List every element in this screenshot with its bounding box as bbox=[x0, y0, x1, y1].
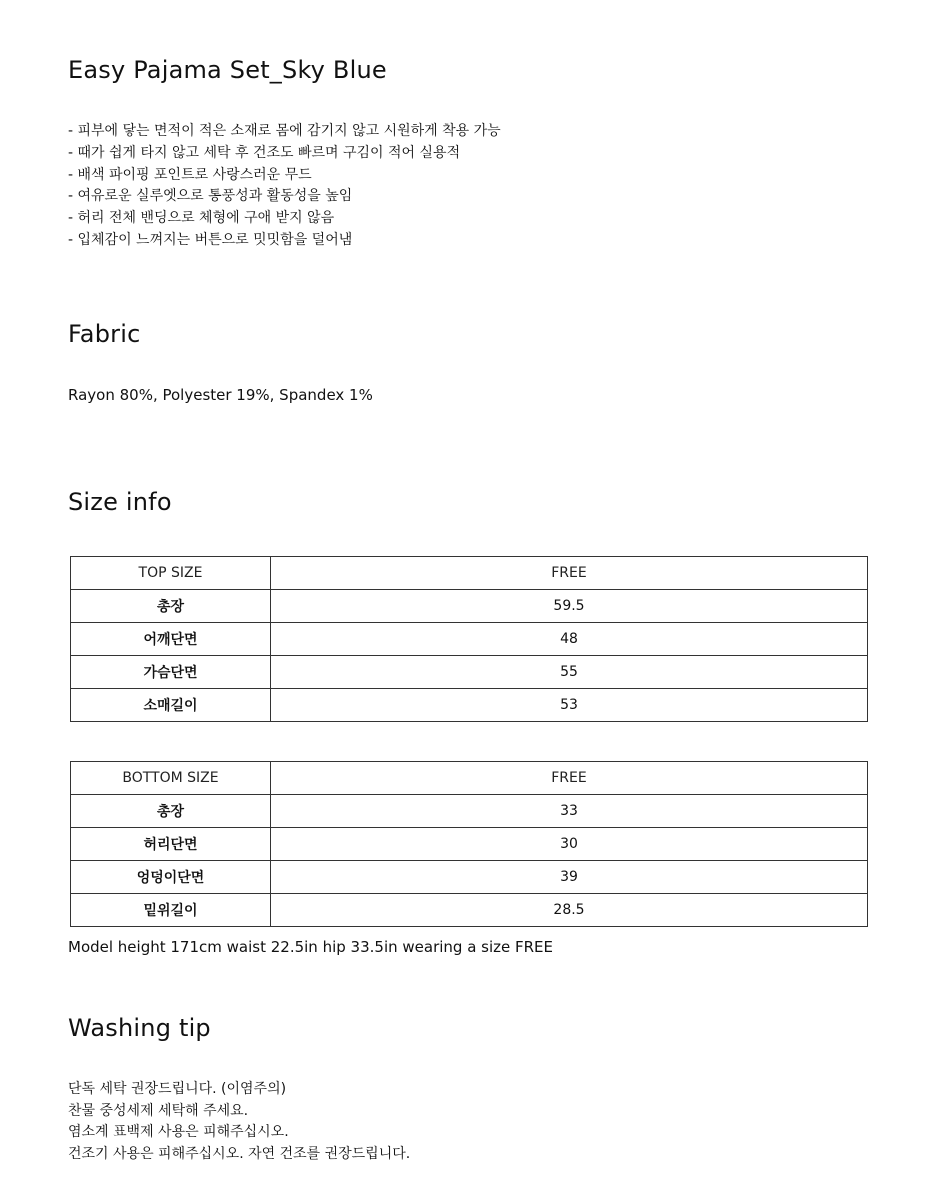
feature-list bbox=[68, 121, 501, 252]
product-title: Easy Pajama Set_Sky Blue bbox=[68, 56, 387, 84]
measure-value: 28.5 bbox=[271, 894, 868, 927]
measure-label: 허리단면 bbox=[71, 828, 271, 861]
measure-value: 59.5 bbox=[271, 590, 868, 623]
measure-label: 밑위길이 bbox=[71, 894, 271, 927]
table-row bbox=[71, 623, 868, 656]
table-header-row bbox=[71, 762, 868, 795]
measure-value: 39 bbox=[271, 861, 868, 894]
table-header-row bbox=[71, 557, 868, 590]
table-row bbox=[71, 894, 868, 927]
washing-item: 염소계 표백제 사용은 피해주십시오. bbox=[68, 1124, 289, 1140]
measure-value: 53 bbox=[271, 689, 868, 722]
header-cell: BOTTOM SIZE bbox=[71, 762, 271, 795]
feature-item: - 배색 파이핑 포인트로 사랑스러운 무드 bbox=[68, 166, 312, 183]
feature-item: - 여유로운 실루엣으로 통풍성과 활동성을 높임 bbox=[68, 188, 353, 205]
feature-item: - 때가 쉽게 타지 않고 세탁 후 건조도 빠르며 구김이 적어 실용적 bbox=[68, 144, 461, 161]
measure-value: 33 bbox=[271, 795, 868, 828]
measure-label: 총장 bbox=[71, 590, 271, 623]
table-row bbox=[71, 795, 868, 828]
header-cell: TOP SIZE bbox=[71, 557, 271, 590]
measure-label: 어깨단면 bbox=[71, 623, 271, 656]
feature-item: - 입체감이 느껴지는 버튼으로 밋밋함을 덜어냄 bbox=[68, 231, 353, 248]
measure-value: 55 bbox=[271, 656, 868, 689]
washing-item: 건조기 사용은 피해주십시오. 자연 건조를 권장드립니다. bbox=[68, 1145, 411, 1162]
feature-item: - 허리 전체 밴딩으로 체형에 구애 받지 않음 bbox=[68, 210, 335, 227]
measure-value: 30 bbox=[271, 828, 868, 861]
size-info-heading: Size info bbox=[68, 488, 172, 516]
table-row bbox=[71, 828, 868, 861]
top-size-table bbox=[70, 556, 868, 722]
table-row bbox=[71, 861, 868, 894]
header-cell: FREE bbox=[271, 557, 868, 590]
measure-label: 총장 bbox=[71, 795, 271, 828]
feature-item: - 피부에 닿는 면적이 적은 소재로 몸에 감기지 않고 시원하게 착용 가능 bbox=[68, 123, 501, 139]
washing-heading: Washing tip bbox=[68, 1014, 211, 1042]
fabric-composition: Rayon 80%, Polyester 19%, Spandex 1% bbox=[68, 386, 373, 404]
measure-label: 소매길이 bbox=[71, 689, 271, 722]
washing-item: 단독 세탁 권장드립니다. (이염주의) bbox=[68, 1081, 287, 1097]
fabric-heading: Fabric bbox=[68, 320, 141, 348]
table-row bbox=[71, 590, 868, 623]
table-row bbox=[71, 689, 868, 722]
model-note: Model height 171cm waist 22.5in hip 33.5in wearing a size FREE bbox=[68, 938, 554, 956]
bottom-size-table bbox=[70, 761, 868, 927]
measure-value: 48 bbox=[271, 623, 868, 656]
washing-list bbox=[68, 1079, 410, 1165]
table-row bbox=[71, 656, 868, 689]
measure-label: 가슴단면 bbox=[71, 656, 271, 689]
measure-label: 엉덩이단면 bbox=[71, 861, 271, 894]
washing-item: 찬물 중성세제 세탁해 주세요. bbox=[68, 1102, 249, 1119]
header-cell: FREE bbox=[271, 762, 868, 795]
